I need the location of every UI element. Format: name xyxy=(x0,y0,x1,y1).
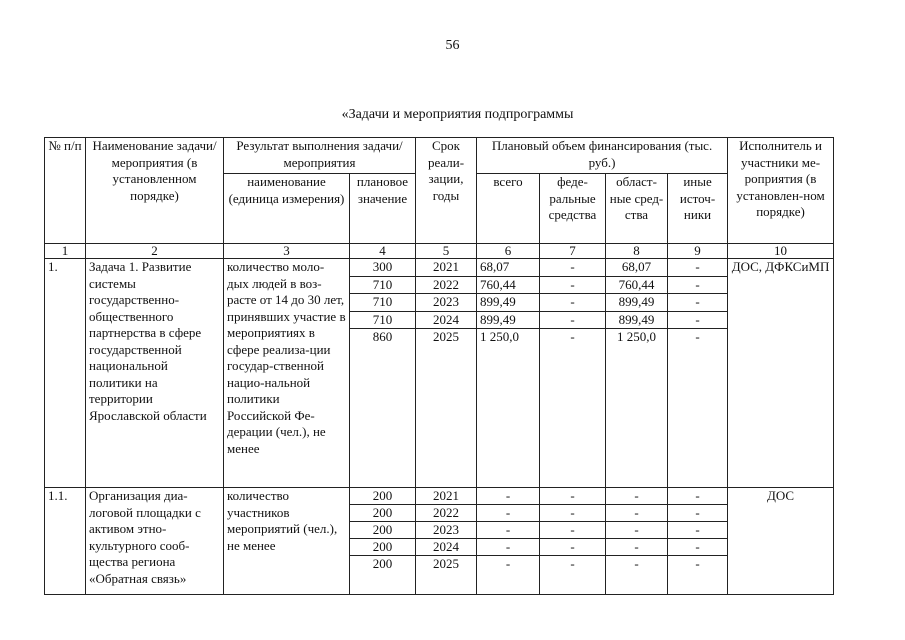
regional-funding: 1 250,0 xyxy=(606,329,668,346)
federal-funding: - xyxy=(540,488,606,505)
regional-funding: 68,07 xyxy=(606,259,668,277)
regional-funding: - xyxy=(606,488,668,505)
column-number: 7 xyxy=(540,244,606,259)
year: 2021 xyxy=(416,259,477,277)
header-regional: област-ные сред-ства xyxy=(606,174,668,244)
regional-funding: 899,49 xyxy=(606,294,668,312)
federal-funding: - xyxy=(540,505,606,522)
header-federal: феде-ральные средства xyxy=(540,174,606,244)
total-funding: - xyxy=(477,539,540,556)
other-funding: - xyxy=(668,539,728,556)
column-number: 10 xyxy=(728,244,834,259)
page-number: 56 xyxy=(445,38,460,53)
federal-funding: - xyxy=(540,329,606,346)
task-1-rows xyxy=(45,259,834,488)
total-funding: 899,49 xyxy=(477,311,540,329)
total-funding: 899,49 xyxy=(477,294,540,312)
planned-value: 710 xyxy=(350,294,416,312)
task-1-1-rows xyxy=(45,488,834,595)
year: 2025 xyxy=(416,329,477,346)
table-row xyxy=(45,259,834,277)
column-number: 8 xyxy=(606,244,668,259)
row-result-name: количество участников мероприятий (чел.), не менее xyxy=(224,488,350,595)
row-num: 1. xyxy=(45,259,86,488)
planned-value: 200 xyxy=(350,539,416,556)
regional-funding: - xyxy=(606,522,668,539)
column-number: 1 xyxy=(45,244,86,259)
other-funding: - xyxy=(668,505,728,522)
header-period: Срок реали-зации, годы xyxy=(416,138,477,244)
year: 2023 xyxy=(416,522,477,539)
planned-value: 200 xyxy=(350,505,416,522)
row-name: Организация диа-логовой площадки с активом этно-культурного сооб-щества региона «Обратная связь» xyxy=(86,488,224,595)
column-number: 9 xyxy=(668,244,728,259)
planned-value: 710 xyxy=(350,276,416,294)
planned-value: 200 xyxy=(350,522,416,539)
year: 2023 xyxy=(416,294,477,312)
total-funding: - xyxy=(477,556,540,573)
other-funding: - xyxy=(668,556,728,573)
year: 2024 xyxy=(416,311,477,329)
column-number: 5 xyxy=(416,244,477,259)
federal-funding: - xyxy=(540,276,606,294)
federal-funding: - xyxy=(540,522,606,539)
other-funding: - xyxy=(668,488,728,505)
federal-funding: - xyxy=(540,259,606,277)
planned-value: 710 xyxy=(350,311,416,329)
program-tasks-table xyxy=(44,137,834,595)
regional-funding: 899,49 xyxy=(606,311,668,329)
header-other: иные источ-ники xyxy=(668,174,728,244)
column-number-row xyxy=(45,244,834,259)
other-funding: - xyxy=(668,294,728,312)
year: 2024 xyxy=(416,539,477,556)
federal-funding: - xyxy=(540,556,606,573)
header-num: № п/п xyxy=(45,138,86,244)
other-funding: - xyxy=(668,311,728,329)
table-row xyxy=(45,488,834,505)
table-header xyxy=(45,138,834,259)
row-name: Задача 1. Развитие системы государственно-общественного партнерства в сфере государственной национальной политики на территории Ярославской области xyxy=(86,259,224,488)
header-result-value: плановое значение xyxy=(350,174,416,244)
planned-value: 860 xyxy=(350,329,416,346)
other-funding: - xyxy=(668,329,728,346)
header-executor: Исполнитель и участники ме-роприятия (в установлен-ном порядке) xyxy=(728,138,834,244)
planned-value: 200 xyxy=(350,488,416,505)
total-funding: - xyxy=(477,522,540,539)
column-number: 4 xyxy=(350,244,416,259)
header-name: Наименование задачи/мероприятия (в установленном порядке) xyxy=(86,138,224,244)
other-funding: - xyxy=(668,522,728,539)
federal-funding: - xyxy=(540,311,606,329)
regional-funding: - xyxy=(606,556,668,573)
regional-funding: - xyxy=(606,505,668,522)
header-result: Результат выполнения задачи/мероприятия xyxy=(224,138,416,174)
federal-funding: - xyxy=(540,294,606,312)
column-number: 3 xyxy=(224,244,350,259)
column-number: 6 xyxy=(477,244,540,259)
federal-funding: - xyxy=(540,539,606,556)
header-result-name: наименование (единица измерения) xyxy=(224,174,350,244)
row-executor: ДОС xyxy=(728,488,834,595)
header-total: всего xyxy=(477,174,540,244)
row-result-name: количество моло-дых людей в воз-расте от 14 до 30 лет, принявших участие в мероприятиях в сфере реализа-ции государ-ственной нацио-нальной политики Российской Фе-дерации (чел.), не менее xyxy=(224,259,350,488)
regional-funding: - xyxy=(606,539,668,556)
total-funding: 68,07 xyxy=(477,259,540,277)
other-funding: - xyxy=(668,259,728,277)
total-funding: 760,44 xyxy=(477,276,540,294)
planned-value: 200 xyxy=(350,556,416,573)
document-title: «Задачи и мероприятия подпрограммы xyxy=(341,107,574,122)
total-funding: 1 250,0 xyxy=(477,329,540,346)
year: 2022 xyxy=(416,276,477,294)
other-funding: - xyxy=(668,276,728,294)
row-executor: ДОС, ДФКСиМП xyxy=(728,259,834,488)
header-funding: Плановый объем финансирования (тыс. руб.) xyxy=(477,138,728,174)
planned-value: 300 xyxy=(350,259,416,277)
year: 2025 xyxy=(416,556,477,573)
column-number: 2 xyxy=(86,244,224,259)
regional-funding: 760,44 xyxy=(606,276,668,294)
row-num: 1.1. xyxy=(45,488,86,595)
year: 2022 xyxy=(416,505,477,522)
total-funding: - xyxy=(477,505,540,522)
year: 2021 xyxy=(416,488,477,505)
total-funding: - xyxy=(477,488,540,505)
